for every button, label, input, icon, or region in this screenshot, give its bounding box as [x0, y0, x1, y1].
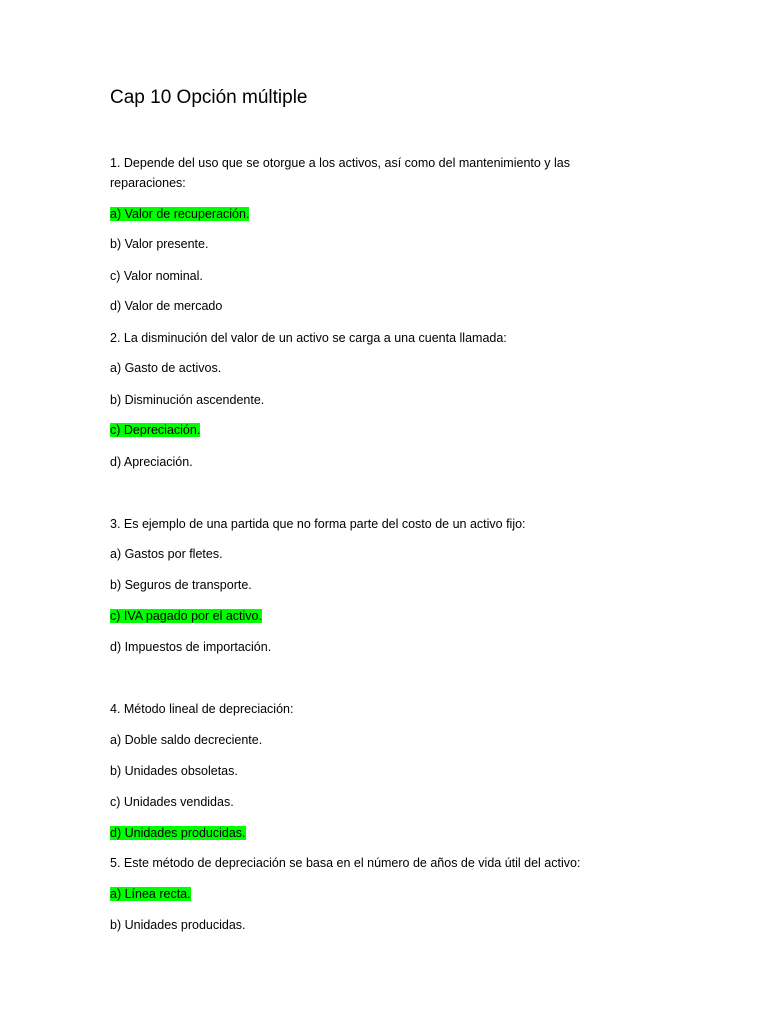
question-text: 1. Depende del uso que se otorgue a los activos, así como del mantenimiento y las reparaciones: — [110, 156, 570, 190]
option-text: a) Gastos por fletes. — [110, 547, 223, 561]
option-text: b) Seguros de transporte. — [110, 578, 252, 592]
question-text: 4. Método lineal de depreciación: — [110, 702, 294, 716]
question-3 — [110, 514, 526, 534]
correct-answer-highlight: a) Valor de recuperación. — [110, 207, 250, 221]
option-text: d) Apreciación. — [110, 455, 193, 469]
question-4-option-d — [110, 823, 246, 843]
option-text: b) Unidades producidas. — [110, 918, 246, 932]
question-4-option-b — [110, 761, 238, 781]
question-3-option-b — [110, 575, 252, 595]
question-4 — [110, 699, 293, 719]
question-1 — [110, 153, 610, 193]
question-text: 5. Este método de depreciación se basa en el número de años de vida útil del activo: — [110, 856, 581, 870]
question-5 — [110, 853, 580, 873]
question-3-option-a — [110, 544, 223, 564]
question-1-option-d — [110, 296, 222, 316]
question-4-option-a — [110, 730, 262, 750]
page-title: Cap 10 Opción múltiple — [110, 87, 308, 108]
correct-answer-highlight: c) Depreciación. — [110, 423, 201, 437]
question-4-option-c — [110, 792, 234, 812]
question-3-option-d — [110, 637, 271, 657]
option-text: b) Disminución ascendente. — [110, 393, 265, 407]
option-text: d) Valor de mercado — [110, 299, 223, 313]
question-2-option-a — [110, 358, 221, 378]
option-text: c) Valor nominal. — [110, 269, 203, 283]
question-2-option-b — [110, 390, 264, 410]
option-text: c) Unidades vendidas. — [110, 795, 234, 809]
question-2-option-c — [110, 420, 200, 440]
question-1-option-a — [110, 204, 249, 224]
question-3-option-c — [110, 606, 262, 626]
option-text: a) Doble saldo decreciente. — [110, 733, 263, 747]
question-5-option-b — [110, 915, 246, 935]
question-1-option-c — [110, 266, 203, 286]
question-2 — [110, 328, 507, 348]
option-text: b) Valor presente. — [110, 237, 209, 251]
option-text: d) Impuestos de importación. — [110, 640, 272, 654]
question-5-option-a — [110, 884, 191, 904]
question-1-option-b — [110, 234, 208, 254]
correct-answer-highlight: c) IVA pagado por el activo. — [110, 609, 262, 623]
correct-answer-highlight: a) Línea recta. — [110, 887, 191, 901]
option-text: a) Gasto de activos. — [110, 361, 222, 375]
question-2-option-d — [110, 452, 193, 472]
correct-answer-highlight: d) Unidades producidas. — [110, 826, 246, 840]
question-text: 3. Es ejemplo de una partida que no forma parte del costo de un activo fijo: — [110, 517, 526, 531]
question-text: 2. La disminución del valor de un activo se carga a una cuenta llamada: — [110, 331, 507, 345]
option-text: b) Unidades obsoletas. — [110, 764, 238, 778]
